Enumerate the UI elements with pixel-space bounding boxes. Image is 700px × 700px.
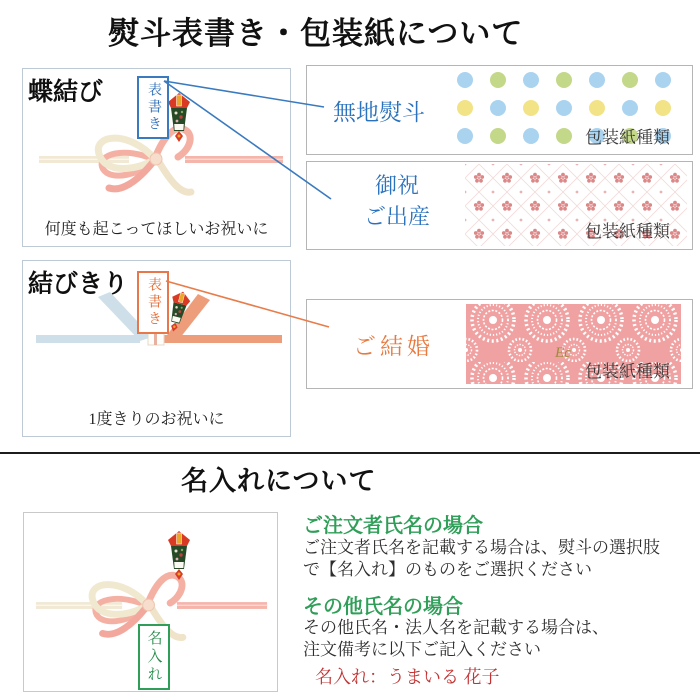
naire-body-other-line1: その他氏名・法人名を記載する場合は、 [303, 618, 609, 637]
wrap-paper-type-label: 包装紙種類 [585, 362, 670, 381]
noshi-ornament-icon [166, 93, 192, 143]
knot-caption: 1度きりのお祝いに [88, 411, 225, 428]
knot-type-title: 蝶結び [28, 78, 104, 106]
wrap-paper-type-label: 包装紙種類 [585, 128, 670, 147]
wrap-option-label-line2: ご出産 [363, 204, 430, 229]
gold-monogram: Ec [555, 345, 571, 361]
omotegaki-label-tablet [137, 271, 169, 334]
naire-label-tablet [138, 624, 170, 690]
wrap-option-label: ご結婚 [353, 334, 434, 359]
wrap-card-wedding [306, 299, 693, 389]
naire-example-text: 名入れ：うまいる 花子 [315, 667, 500, 687]
wrap-paper-type-label: 包装紙種類 [585, 222, 670, 241]
omotegaki-label-text: 表書き [146, 277, 161, 328]
naire-body-orderer [303, 537, 660, 581]
naire-label-text: 名入れ [145, 630, 162, 684]
noshi-card-musubikiri [22, 260, 291, 437]
section-divider [0, 452, 700, 454]
omotegaki-label-tablet [137, 76, 169, 139]
section-title-naire: 名入れについて [181, 466, 377, 496]
naire-body-other-line2: 注文備考に以下ご記入ください [303, 640, 541, 659]
knot-caption: 何度も起こってほしいお祝いに [44, 221, 269, 238]
naire-body-orderer-line2: で【名入れ】のものをご選択ください [303, 560, 592, 579]
omotegaki-label-text: 表書き [146, 82, 161, 133]
naire-sample-card [23, 512, 278, 692]
naire-heading-other: その他氏名の場合 [303, 596, 463, 618]
wrap-card-plain-noshi [306, 65, 693, 155]
knot-type-title: 結びきり [28, 270, 129, 298]
section-title-noshi: 熨斗表書き・包装紙について [108, 16, 524, 51]
naire-heading-orderer: ご注文者氏名の場合 [303, 515, 483, 537]
naire-body-other [303, 617, 609, 661]
naire-body-orderer-line1: ご注文者氏名を記載する場合は、熨斗の選択肢 [303, 538, 660, 557]
wrap-card-celebration [306, 161, 693, 250]
wrap-option-label-line1: 御祝 [374, 173, 419, 198]
wrap-option-label [347, 170, 447, 232]
noshi-card-butterfly [22, 68, 291, 247]
noshi-ornament-icon [166, 531, 192, 581]
wrap-option-label: 無地熨斗 [333, 100, 425, 125]
